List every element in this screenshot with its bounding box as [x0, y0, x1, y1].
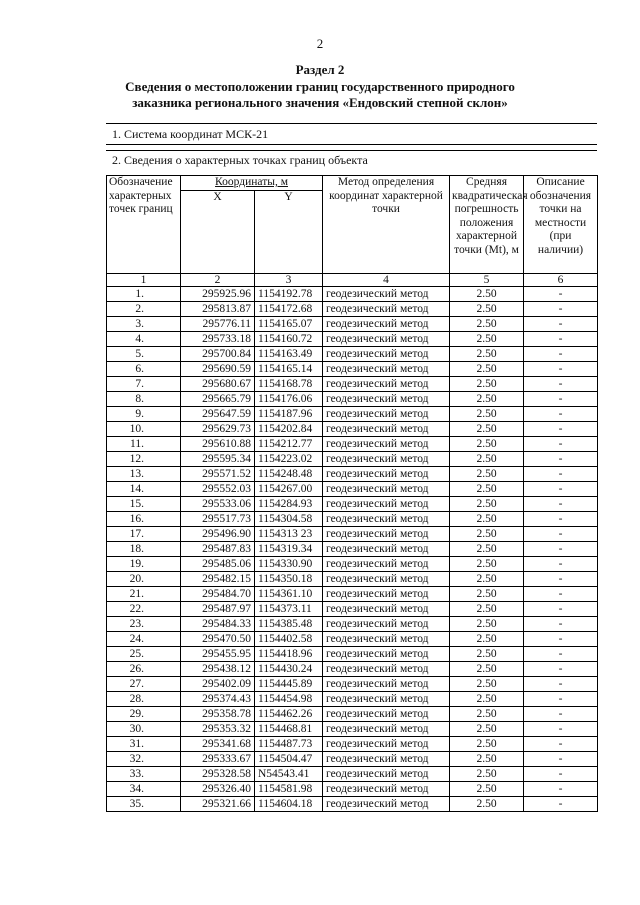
method-cell: геодезический метод	[323, 601, 450, 616]
y-coordinate-cell: 1154462.26	[255, 706, 323, 721]
method-cell: геодезический метод	[323, 331, 450, 346]
table-row	[107, 646, 598, 661]
accuracy-cell: 2.50	[450, 556, 524, 571]
description-cell: -	[524, 436, 598, 451]
method-cell: геодезический метод	[323, 706, 450, 721]
x-coordinate-cell: 295341.68	[181, 736, 255, 751]
table-row	[107, 691, 598, 706]
description-cell: -	[524, 736, 598, 751]
y-coordinate-cell: 1154581.98	[255, 781, 323, 796]
table-row	[107, 556, 598, 571]
point-number-cell: 8.	[107, 391, 181, 406]
x-coordinate-cell: 295733.18	[181, 331, 255, 346]
method-cell: геодезический метод	[323, 391, 450, 406]
method-cell: геодезический метод	[323, 511, 450, 526]
accuracy-cell: 2.50	[450, 736, 524, 751]
accuracy-cell: 2.50	[450, 466, 524, 481]
x-coordinate-cell: 295533.06	[181, 496, 255, 511]
accuracy-cell: 2.50	[450, 421, 524, 436]
description-cell: -	[524, 571, 598, 586]
x-coordinate-cell: 295484.70	[181, 586, 255, 601]
method-cell: геодезический метод	[323, 526, 450, 541]
x-coordinate-cell: 295438.12	[181, 661, 255, 676]
table-row	[107, 481, 598, 496]
table-row	[107, 676, 598, 691]
description-cell: -	[524, 421, 598, 436]
point-number-cell: 33.	[107, 766, 181, 781]
x-coordinate-cell: 295485.06	[181, 556, 255, 571]
table-row	[107, 436, 598, 451]
accuracy-cell: 2.50	[450, 691, 524, 706]
accuracy-cell: 2.50	[450, 286, 524, 301]
description-cell: -	[524, 331, 598, 346]
x-coordinate-cell: 295690.59	[181, 361, 255, 376]
x-coordinate-cell: 295470.50	[181, 631, 255, 646]
accuracy-cell: 2.50	[450, 571, 524, 586]
x-coordinate-cell: 295487.83	[181, 541, 255, 556]
point-number-cell: 18.	[107, 541, 181, 556]
point-number-cell: 30.	[107, 721, 181, 736]
table-row	[107, 496, 598, 511]
method-cell: геодезический метод	[323, 496, 450, 511]
description-cell: -	[524, 751, 598, 766]
accuracy-cell: 2.50	[450, 616, 524, 631]
description-cell: -	[524, 691, 598, 706]
accuracy-cell: 2.50	[450, 331, 524, 346]
y-coordinate-cell: 1154418.96	[255, 646, 323, 661]
x-coordinate-cell: 295517.73	[181, 511, 255, 526]
y-coordinate-cell: 1154385.48	[255, 616, 323, 631]
method-cell: геодезический метод	[323, 751, 450, 766]
method-cell: геодезический метод	[323, 736, 450, 751]
method-cell: геодезический метод	[323, 376, 450, 391]
point-number-cell: 4.	[107, 331, 181, 346]
point-number-cell: 29.	[107, 706, 181, 721]
accuracy-cell: 2.50	[450, 601, 524, 616]
accuracy-cell: 2.50	[450, 781, 524, 796]
y-coordinate-cell: 1154350.18	[255, 571, 323, 586]
point-number-cell: 3.	[107, 316, 181, 331]
method-cell: геодезический метод	[323, 556, 450, 571]
x-coordinate-cell: 295680.67	[181, 376, 255, 391]
point-number-cell: 31.	[107, 736, 181, 751]
header-coordinates: Координаты, м	[181, 176, 323, 191]
column-number-row	[107, 273, 598, 286]
section-title: Раздел 2	[295, 62, 345, 77]
table-row	[107, 346, 598, 361]
y-coordinate-cell: 1154361.10	[255, 586, 323, 601]
accuracy-cell: 2.50	[450, 661, 524, 676]
y-coordinate-cell: 1154248.48	[255, 466, 323, 481]
y-coordinate-cell: 1154168.78	[255, 376, 323, 391]
description-cell: -	[524, 496, 598, 511]
x-coordinate-cell: 295326.40	[181, 781, 255, 796]
point-number-cell: 1.	[107, 286, 181, 301]
method-cell: геодезический метод	[323, 361, 450, 376]
method-cell: геодезический метод	[323, 691, 450, 706]
method-cell: геодезический метод	[323, 661, 450, 676]
point-number-cell: 26.	[107, 661, 181, 676]
point-number-cell: 21.	[107, 586, 181, 601]
y-coordinate-cell: 1154172.68	[255, 301, 323, 316]
x-coordinate-cell: 295374.43	[181, 691, 255, 706]
accuracy-cell: 2.50	[450, 586, 524, 601]
y-coordinate-cell: 1154313 23	[255, 526, 323, 541]
table-row	[107, 301, 598, 316]
description-cell: -	[524, 511, 598, 526]
table-row	[107, 751, 598, 766]
accuracy-cell: 2.50	[450, 451, 524, 466]
y-coordinate-cell: 1154267.00	[255, 481, 323, 496]
column-number: 1	[107, 273, 181, 286]
y-coordinate-cell: 1154163.49	[255, 346, 323, 361]
x-coordinate-cell: 295482.15	[181, 571, 255, 586]
point-number-cell: 20.	[107, 571, 181, 586]
point-number-cell: 2.	[107, 301, 181, 316]
table-row	[107, 331, 598, 346]
y-coordinate-cell: 1154330.90	[255, 556, 323, 571]
table-row	[107, 601, 598, 616]
point-number-cell: 23.	[107, 616, 181, 631]
point-number-cell: 27.	[107, 676, 181, 691]
points-info-line	[106, 150, 597, 169]
x-coordinate-cell: 295813.87	[181, 301, 255, 316]
method-cell: геодезический метод	[323, 541, 450, 556]
accuracy-cell: 2.50	[450, 361, 524, 376]
point-number-cell: 11.	[107, 436, 181, 451]
accuracy-cell: 2.50	[450, 316, 524, 331]
description-cell: -	[524, 481, 598, 496]
accuracy-cell: 2.50	[450, 436, 524, 451]
x-coordinate-cell: 295552.03	[181, 481, 255, 496]
point-number-cell: 19.	[107, 556, 181, 571]
description-cell: -	[524, 796, 598, 811]
table-row	[107, 391, 598, 406]
table-row	[107, 721, 598, 736]
point-number-cell: 28.	[107, 691, 181, 706]
table-row	[107, 616, 598, 631]
point-number-cell: 15.	[107, 496, 181, 511]
method-cell: геодезический метод	[323, 646, 450, 661]
x-coordinate-cell: 295665.79	[181, 391, 255, 406]
accuracy-cell: 2.50	[450, 541, 524, 556]
description-cell: -	[524, 541, 598, 556]
y-coordinate-cell: N54543.41	[255, 766, 323, 781]
y-coordinate-cell: 1154468.81	[255, 721, 323, 736]
table-row	[107, 406, 598, 421]
point-number-cell: 24.	[107, 631, 181, 646]
table-row	[107, 571, 598, 586]
accuracy-cell: 2.50	[450, 376, 524, 391]
x-coordinate-cell: 295358.78	[181, 706, 255, 721]
x-coordinate-cell: 295595.34	[181, 451, 255, 466]
description-cell: -	[524, 466, 598, 481]
header-y: Y	[255, 190, 323, 273]
point-number-cell: 7.	[107, 376, 181, 391]
method-cell: геодезический метод	[323, 586, 450, 601]
header-point-designation: Обозначение характерных точек границ	[107, 176, 181, 274]
coordinate-system-text: 1. Система координат МСК-21	[112, 127, 269, 141]
accuracy-cell: 2.50	[450, 676, 524, 691]
point-number-cell: 16.	[107, 511, 181, 526]
point-number-cell: 5.	[107, 346, 181, 361]
accuracy-cell: 2.50	[450, 766, 524, 781]
accuracy-cell: 2.50	[450, 511, 524, 526]
accuracy-cell: 2.50	[450, 481, 524, 496]
accuracy-cell: 2.50	[450, 346, 524, 361]
point-number-cell: 13.	[107, 466, 181, 481]
point-number-cell: 34.	[107, 781, 181, 796]
method-cell: геодезический метод	[323, 481, 450, 496]
y-coordinate-cell: 1154187.96	[255, 406, 323, 421]
x-coordinate-cell: 295333.67	[181, 751, 255, 766]
method-cell: геодезический метод	[323, 796, 450, 811]
description-cell: -	[524, 661, 598, 676]
table-row	[107, 661, 598, 676]
x-coordinate-cell: 295455.95	[181, 646, 255, 661]
y-coordinate-cell: 1154223.02	[255, 451, 323, 466]
x-coordinate-cell: 295700.84	[181, 346, 255, 361]
accuracy-cell: 2.50	[450, 796, 524, 811]
y-coordinate-cell: 1154202.84	[255, 421, 323, 436]
method-cell: геодезический метод	[323, 346, 450, 361]
x-coordinate-cell: 295328.58	[181, 766, 255, 781]
description-cell: -	[524, 391, 598, 406]
table-row	[107, 466, 598, 481]
method-cell: геодезический метод	[323, 781, 450, 796]
method-cell: геодезический метод	[323, 286, 450, 301]
description-cell: -	[524, 646, 598, 661]
x-coordinate-cell: 295484.33	[181, 616, 255, 631]
x-coordinate-cell: 295496.90	[181, 526, 255, 541]
accuracy-cell: 2.50	[450, 526, 524, 541]
method-cell: геодезический метод	[323, 436, 450, 451]
description-cell: -	[524, 376, 598, 391]
header-method: Метод определения координат характерной точки	[323, 176, 450, 274]
x-coordinate-cell: 295647.59	[181, 406, 255, 421]
accuracy-cell: 2.50	[450, 631, 524, 646]
table-row	[107, 736, 598, 751]
x-coordinate-cell: 295353.32	[181, 721, 255, 736]
column-number: 6	[524, 273, 598, 286]
document-subtitle-line-1: Сведения о местоположении границ государственного природного	[125, 79, 515, 94]
method-cell: геодезический метод	[323, 766, 450, 781]
method-cell: геодезический метод	[323, 451, 450, 466]
point-number-cell: 6.	[107, 361, 181, 376]
header-description: Описание обозначения точки на местности (при наличии)	[524, 176, 598, 274]
table-row	[107, 421, 598, 436]
column-number: 4	[323, 273, 450, 286]
accuracy-cell: 2.50	[450, 301, 524, 316]
accuracy-cell: 2.50	[450, 706, 524, 721]
method-cell: геодезический метод	[323, 406, 450, 421]
table-header-row-1	[107, 176, 598, 191]
description-cell: -	[524, 286, 598, 301]
description-cell: -	[524, 346, 598, 361]
coordinate-system-line	[106, 123, 597, 145]
description-cell: -	[524, 301, 598, 316]
column-number: 5	[450, 273, 524, 286]
description-cell: -	[524, 721, 598, 736]
point-number-cell: 12.	[107, 451, 181, 466]
x-coordinate-cell: 295610.88	[181, 436, 255, 451]
y-coordinate-cell: 1154445.89	[255, 676, 323, 691]
table-row	[107, 361, 598, 376]
method-cell: геодезический метод	[323, 616, 450, 631]
y-coordinate-cell: 1154504.47	[255, 751, 323, 766]
point-number-cell: 25.	[107, 646, 181, 661]
description-cell: -	[524, 706, 598, 721]
accuracy-cell: 2.50	[450, 721, 524, 736]
point-number-cell: 14.	[107, 481, 181, 496]
accuracy-cell: 2.50	[450, 391, 524, 406]
description-cell: -	[524, 361, 598, 376]
description-cell: -	[524, 556, 598, 571]
method-cell: геодезический метод	[323, 571, 450, 586]
x-coordinate-cell: 295571.52	[181, 466, 255, 481]
accuracy-cell: 2.50	[450, 406, 524, 421]
document-subtitle-line-2: заказника регионального значения «Ендовский степной склон»	[132, 95, 508, 110]
x-coordinate-cell: 295321.66	[181, 796, 255, 811]
x-coordinate-cell: 295776.11	[181, 316, 255, 331]
description-cell: -	[524, 616, 598, 631]
method-cell: геодезический метод	[323, 631, 450, 646]
y-coordinate-cell: 1154604.18	[255, 796, 323, 811]
description-cell: -	[524, 781, 598, 796]
column-number: 3	[255, 273, 323, 286]
point-number-cell: 17.	[107, 526, 181, 541]
description-cell: -	[524, 601, 598, 616]
page-number: 2	[316, 36, 324, 51]
header-x: X	[181, 190, 255, 273]
point-number-cell: 10.	[107, 421, 181, 436]
y-coordinate-cell: 1154454.98	[255, 691, 323, 706]
table-row	[107, 706, 598, 721]
description-cell: -	[524, 586, 598, 601]
x-coordinate-cell: 295629.73	[181, 421, 255, 436]
point-number-cell: 22.	[107, 601, 181, 616]
method-cell: геодезический метод	[323, 676, 450, 691]
y-coordinate-cell: 1154165.14	[255, 361, 323, 376]
accuracy-cell: 2.50	[450, 751, 524, 766]
table-row	[107, 376, 598, 391]
y-coordinate-cell: 1154176.06	[255, 391, 323, 406]
y-coordinate-cell: 1154284.93	[255, 496, 323, 511]
points-info-text: 2. Сведения о характерных точках границ объекта	[112, 153, 368, 167]
description-cell: -	[524, 526, 598, 541]
point-number-cell: 32.	[107, 751, 181, 766]
y-coordinate-cell: 1154430.24	[255, 661, 323, 676]
boundary-points-table	[106, 175, 598, 812]
method-cell: геодезический метод	[323, 421, 450, 436]
table-row	[107, 631, 598, 646]
y-coordinate-cell: 1154402.58	[255, 631, 323, 646]
method-cell: геодезический метод	[323, 721, 450, 736]
y-coordinate-cell: 1154165.07	[255, 316, 323, 331]
method-cell: геодезический метод	[323, 316, 450, 331]
x-coordinate-cell: 295925.96	[181, 286, 255, 301]
table-row	[107, 766, 598, 781]
y-coordinate-cell: 1154212.77	[255, 436, 323, 451]
method-cell: геодезический метод	[323, 466, 450, 481]
y-coordinate-cell: 1154487.73	[255, 736, 323, 751]
column-number: 2	[181, 273, 255, 286]
table-row	[107, 781, 598, 796]
point-number-cell: 9.	[107, 406, 181, 421]
description-cell: -	[524, 406, 598, 421]
description-cell: -	[524, 316, 598, 331]
table-row	[107, 286, 598, 301]
accuracy-cell: 2.50	[450, 496, 524, 511]
point-number-cell: 35.	[107, 796, 181, 811]
table-row	[107, 316, 598, 331]
description-cell: -	[524, 631, 598, 646]
y-coordinate-cell: 1154160.72	[255, 331, 323, 346]
description-cell: -	[524, 676, 598, 691]
table-row	[107, 586, 598, 601]
table-row	[107, 541, 598, 556]
method-cell: геодезический метод	[323, 301, 450, 316]
table-row	[107, 526, 598, 541]
y-coordinate-cell: 1154319.34	[255, 541, 323, 556]
accuracy-cell: 2.50	[450, 646, 524, 661]
table-row	[107, 796, 598, 811]
x-coordinate-cell: 295402.09	[181, 676, 255, 691]
table-row	[107, 451, 598, 466]
x-coordinate-cell: 295487.97	[181, 601, 255, 616]
header-accuracy: Средняя квадратическая погрешность положения характерной точки (Mt), м	[450, 176, 524, 274]
y-coordinate-cell: 1154192.78	[255, 286, 323, 301]
y-coordinate-cell: 1154373.11	[255, 601, 323, 616]
table-row	[107, 511, 598, 526]
y-coordinate-cell: 1154304.58	[255, 511, 323, 526]
description-cell: -	[524, 451, 598, 466]
description-cell: -	[524, 766, 598, 781]
